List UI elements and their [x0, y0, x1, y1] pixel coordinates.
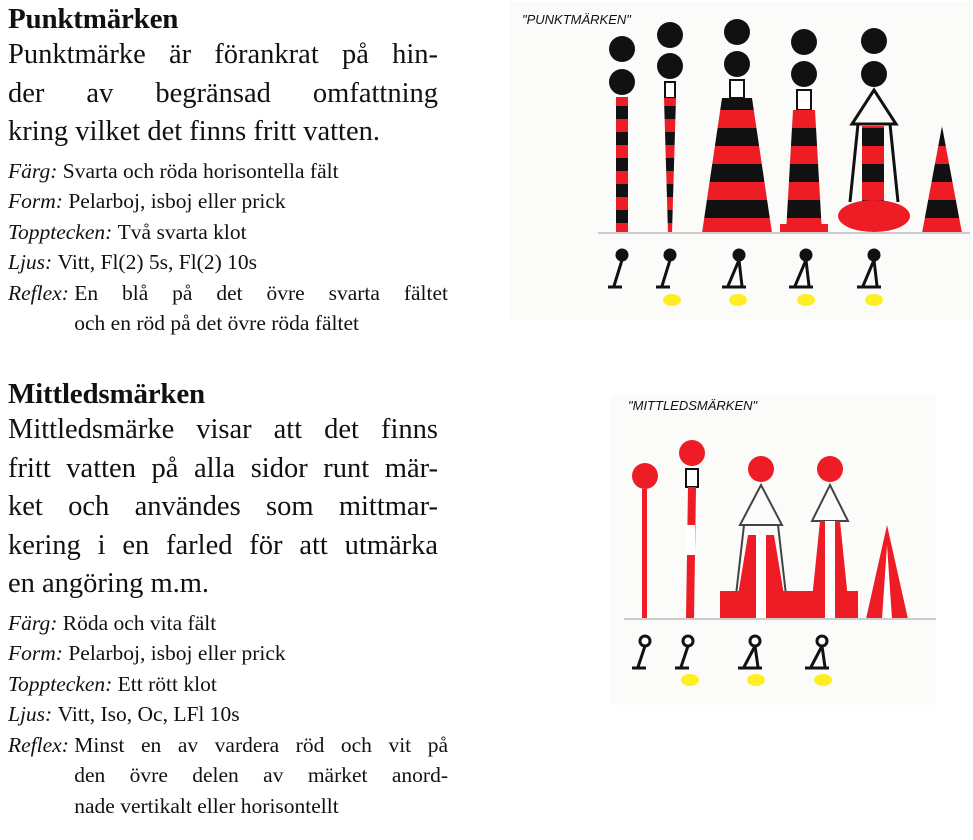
lattice-buoy-3 — [720, 456, 802, 619]
reflex-line: nade vertikalt eller horisontellt — [74, 793, 339, 818]
mittledsmarken-figure — [610, 395, 936, 705]
pole-buoy-2 — [657, 22, 683, 233]
property-reflex — [8, 730, 448, 822]
property-key: Topptecken: — [8, 671, 113, 696]
lead-line: Mittledsmärke visar att det finns — [8, 414, 438, 445]
cone-prick-6 — [922, 126, 962, 233]
property-ljus — [8, 247, 448, 278]
reflex-line: den övre delen av märket anord- — [74, 763, 448, 787]
property-key: Form: — [8, 189, 63, 213]
property-key: Form: — [8, 641, 63, 665]
punktmarken-description — [8, 36, 438, 152]
mittledsmarken-figure-label: "MITTLEDSMÄRKEN" — [628, 398, 758, 413]
chart-symbols-row — [608, 250, 883, 306]
punktmarken-properties — [8, 156, 448, 339]
spar-buoy-4 — [798, 456, 858, 619]
pole-buoy-1 — [632, 463, 658, 619]
chart-symbol-5 — [857, 250, 883, 306]
chart-symbol-3 — [722, 250, 747, 306]
punktmarken-illustration — [510, 2, 970, 320]
property-value: Ett rött klot — [117, 671, 217, 696]
property-value: Svarta och röda horisontella fält — [62, 158, 339, 183]
lead-line: ket och användes som mittmar- — [8, 491, 438, 522]
reflex-line: En blå på det övre svarta fältet — [74, 280, 448, 305]
pillar-buoy-1 — [609, 36, 635, 233]
property-value: Pelarboj, isboj eller prick — [68, 641, 286, 665]
chart-symbol-2 — [656, 250, 681, 306]
property-topptecken — [8, 217, 448, 248]
mittledsmarken-heading: Mittledsmärken — [8, 378, 205, 410]
property-key: Reflex: — [8, 732, 69, 757]
property-topptecken — [8, 669, 448, 700]
punktmarken-section — [8, 2, 448, 339]
lead-line: en angöring m.m. — [8, 568, 210, 599]
chart-symbol-1 — [608, 250, 627, 287]
property-reflex — [8, 278, 448, 339]
property-value: Vitt, Fl(2) 5s, Fl(2) 10s — [57, 250, 257, 274]
chart-symbol-4 — [805, 636, 832, 686]
property-value — [74, 278, 448, 339]
property-value: Vitt, Iso, Oc, LFl 10s — [57, 702, 240, 726]
chart-symbol-1 — [632, 636, 650, 668]
chart-symbol-3 — [738, 636, 765, 686]
property-key: Färg: — [8, 610, 58, 635]
reflex-line: Minst en av vardera röd och vit på — [74, 732, 448, 757]
cone-prick-5 — [866, 525, 908, 619]
mittledsmarken-section — [8, 377, 448, 821]
property-ljus — [8, 699, 448, 730]
property-key: Reflex: — [8, 280, 69, 305]
property-key: Ljus: — [8, 702, 53, 726]
mittledsmarken-description — [8, 411, 438, 604]
lattice-buoy-5 — [838, 28, 910, 232]
property-key: Topptecken: — [8, 219, 113, 244]
reflex-line: och en röd på det övre röda fältet — [74, 311, 359, 335]
punktmarken-figure — [510, 2, 970, 320]
property-value: Pelarboj, isboj eller prick — [68, 189, 286, 213]
lead-line: Punktmärke är förankrat på hin- — [8, 39, 438, 70]
property-key: Ljus: — [8, 250, 53, 274]
pole-buoy-2 — [679, 440, 705, 619]
spar-buoy-4 — [780, 29, 828, 233]
mittledsmarken-illustration — [610, 395, 936, 705]
property-value: Två svarta klot — [117, 219, 247, 244]
lead-line: kering i en farled för att utmärka — [8, 529, 438, 561]
conical-buoy-3 — [702, 19, 772, 233]
chart-symbol-2 — [675, 636, 699, 686]
property-key: Färg: — [8, 158, 58, 183]
property-farg — [8, 156, 448, 187]
lead-line: fritt vatten på alla sidor runt mär- — [8, 452, 438, 484]
property-value — [74, 730, 448, 822]
lead-line: kring vilket det finns fritt vatten. — [8, 116, 381, 147]
mittledsmarken-properties — [8, 608, 448, 822]
punktmarken-heading: Punktmärken — [8, 3, 179, 35]
chart-symbols-row — [632, 636, 832, 686]
property-form — [8, 638, 448, 669]
chart-symbol-4 — [789, 250, 815, 306]
punktmarken-figure-label: "PUNKTMÄRKEN" — [522, 12, 631, 27]
property-value: Röda och vita fält — [62, 610, 217, 635]
lead-line: der av begränsad omfattning — [8, 77, 438, 109]
property-farg — [8, 608, 448, 639]
property-form — [8, 186, 448, 217]
